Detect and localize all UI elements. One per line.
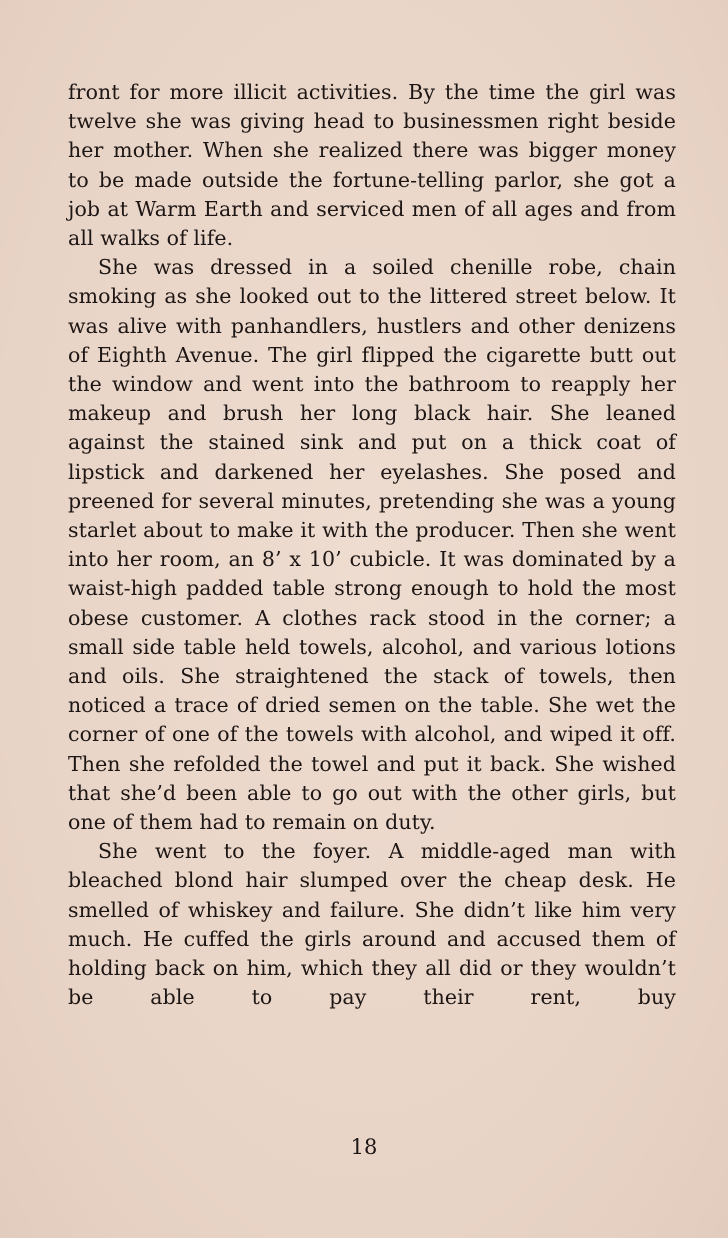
- body-text: [68, 78, 676, 1013]
- paragraph-3: She went to the foyer. A middle-aged man with bleached blond hair slumped over the cheap desk. He smelled of whiskey and failure. She didn’t like him very much. He cuffed the girls around and accused them of holding back on him, which they all did or they wouldn’t be able to pay their rent, buy: [68, 839, 676, 1010]
- paragraph-1: front for more illicit activities. By the time the girl was twelve she was giving head to businessmen right beside her mother. When she realized there was bigger money to be made outside the fortune-telling parlor, she got a job at Warm Earth and serviced men of all ages and from all walks of life.: [68, 80, 676, 251]
- page-number: 18: [350, 1135, 378, 1159]
- paragraph-2: She was dressed in a soiled chenille robe, chain smoking as she looked out to the littered street below. It was alive with panhandlers, hustlers and other denizens of Eighth Avenue. The girl flipped the cigarette butt out the window and went into the bathroom to reapply her makeup and brush her long black hair. She leaned against the stained sink and put on a thick coat of lipstick and darkened her eyelashes. She posed and preened for several minutes, pretending she was a young starlet about to make it with the producer. Then she went into her room, an 8’ x 10’ cubicle. It was dominated by a waist-high padded table strong enough to hold the most obese customer. A clothes rack stood in the corner; a small side table held towels, alcohol, and various lotions and oils. She straightened the stack of towels, then noticed a trace of dried semen on the table. She wet the corner of one of the towels with alcohol, and wiped it off. Then she refolded the towel and put it back. She wished that she’d been able to go out with the other girls, but one of them had to remain on duty.: [68, 255, 676, 835]
